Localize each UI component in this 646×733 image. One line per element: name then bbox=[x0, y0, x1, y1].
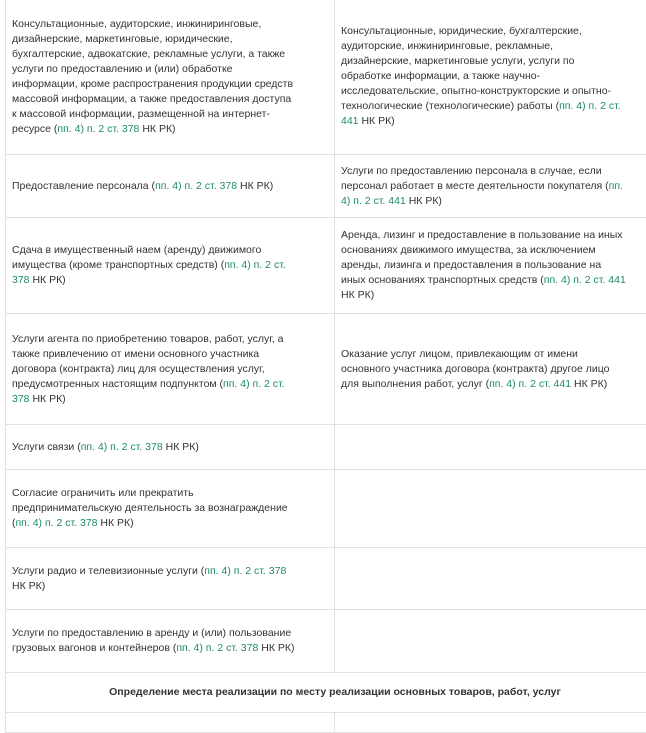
cell-text: Предоставление персонала ( bbox=[12, 180, 155, 192]
cell-text: Аренда, лизинг и предоставление в пользование на иных bbox=[341, 228, 646, 243]
table-row bbox=[6, 0, 646, 155]
table-cell bbox=[6, 470, 335, 548]
cell-text: к массовой информации, размещенной на интернет- bbox=[12, 107, 328, 122]
cell-text: ресурсе ( bbox=[12, 123, 57, 135]
law-reference-link[interactable]: пп. 4) п. 2 ст. 378 bbox=[155, 180, 237, 192]
cell-text: ( bbox=[12, 517, 16, 529]
cell-text: НК РК) bbox=[341, 289, 374, 301]
law-reference-link[interactable]: 378 bbox=[12, 274, 30, 286]
cell-text: Сдача в имущественный наем (аренду) движимого bbox=[12, 243, 328, 258]
cell-text: Услуги радио и телевизионные услуги ( bbox=[12, 565, 204, 577]
cell-text: технологические (технологические) работы ( bbox=[341, 100, 559, 112]
table-row bbox=[6, 218, 646, 314]
cell-text: НК РК) bbox=[30, 274, 66, 286]
table-cell bbox=[6, 548, 335, 610]
table-row bbox=[6, 610, 646, 673]
section-heading-row bbox=[6, 673, 646, 713]
table-cell bbox=[335, 314, 646, 425]
law-reference-link[interactable]: пп. 4) п. 2 ст. bbox=[559, 100, 621, 112]
table-row bbox=[6, 470, 646, 548]
law-reference-link[interactable]: 4) п. 2 ст. 441 bbox=[341, 195, 406, 207]
cell-text: основного участника договора (контракта) другое лицо bbox=[341, 362, 646, 377]
table-row bbox=[6, 425, 646, 470]
cell-text: для выполнения работ, услуг ( bbox=[341, 378, 489, 390]
cell-text: основаниях движимого имущества, за исключением bbox=[341, 243, 646, 258]
table-row bbox=[6, 713, 646, 733]
cell-text: также привлечению от имени основного участника bbox=[12, 347, 328, 362]
cell-text: Консультационные, аудиторские, инжиниринговые, bbox=[12, 17, 328, 32]
law-reference-link[interactable]: пп. 4) п. 2 ст. 378 bbox=[176, 642, 258, 654]
table-row bbox=[6, 155, 646, 218]
cell-text: грузовых вагонов и контейнеров ( bbox=[12, 642, 176, 654]
cell-text: Услуги по предоставлению в аренду и (или) пользование bbox=[12, 626, 328, 641]
table-cell-empty bbox=[335, 610, 646, 673]
cell-text: предусмотренных настоящим подпунктом ( bbox=[12, 378, 223, 390]
cell-text: иных основаниях транспортных средств ( bbox=[341, 274, 544, 286]
table-row bbox=[6, 548, 646, 610]
cell-text: аудиторские, инжиниринговые, рекламные, bbox=[341, 39, 646, 54]
law-reference-link[interactable]: пп. 4) п. 2 ст. 441 bbox=[489, 378, 571, 390]
cell-text: НК РК) bbox=[163, 441, 199, 453]
cell-text: Консультационные, юридические, бухгалтерские, bbox=[341, 24, 646, 39]
table-cell bbox=[6, 155, 335, 218]
cell-text: массовой информации, а также предоставления доступа bbox=[12, 92, 328, 107]
cell-text: обработке информации, а также научно- bbox=[341, 69, 646, 84]
cell-text: Согласие ограничить или прекратить bbox=[12, 486, 328, 501]
law-reference-link[interactable]: пп. 4) п. 2 ст. 378 bbox=[81, 441, 163, 453]
cell-text: Услуги агента по приобретению товаров, работ, услуг, а bbox=[12, 332, 328, 347]
cell-text: НК РК) bbox=[406, 195, 442, 207]
cell-text: бухгалтерские, адвокатские, рекламные услуги, а также bbox=[12, 47, 328, 62]
cell-text: договора (контракта) лиц для осуществления услуг, bbox=[12, 362, 328, 377]
table-cell-empty bbox=[335, 470, 646, 548]
cell-text: дизайнерские, маркетинговые услуги, услуги по bbox=[341, 54, 646, 69]
cell-text: предпринимательскую деятельность за вознаграждение bbox=[12, 501, 328, 516]
cell-text: аренды, лизинга и предоставления в пользование на bbox=[341, 258, 646, 273]
cell-text: Услуги связи ( bbox=[12, 441, 81, 453]
table-cell bbox=[6, 0, 335, 155]
table-cell bbox=[335, 218, 646, 314]
cell-text: НК РК) bbox=[571, 378, 607, 390]
table-cell bbox=[335, 155, 646, 218]
law-reference-link[interactable]: 441 bbox=[341, 115, 359, 127]
cell-text: имущества (кроме транспортных средств) ( bbox=[12, 259, 224, 271]
cell-text: информации, кроме распространения продукции средств bbox=[12, 77, 328, 92]
table-cell bbox=[6, 314, 335, 425]
law-reference-link[interactable]: пп. 4) п. 2 ст. 441 bbox=[544, 274, 626, 286]
cell-text: услуги по предоставлению и (или) обработке bbox=[12, 62, 328, 77]
cell-text: НК РК) bbox=[139, 123, 175, 135]
law-reference-link[interactable]: пп. 4) п. 2 ст. bbox=[223, 378, 285, 390]
cell-text: НК РК) bbox=[98, 517, 134, 529]
cell-text: Услуги по предоставлению персонала в случае, если bbox=[341, 164, 646, 179]
law-reference-link[interactable]: пп. 4) п. 2 ст. 378 bbox=[57, 123, 139, 135]
table-cell-empty bbox=[335, 713, 646, 733]
table-cell-empty bbox=[6, 713, 335, 733]
cell-text: НК РК) bbox=[258, 642, 294, 654]
law-reference-link[interactable]: пп. 4) п. 2 ст. 378 bbox=[204, 565, 286, 577]
table-row bbox=[6, 314, 646, 425]
table-cell bbox=[6, 218, 335, 314]
cell-text: Оказание услуг лицом, привлекающим от имени bbox=[341, 347, 646, 362]
cell-text: НК РК) bbox=[359, 115, 395, 127]
law-reference-link[interactable]: 378 bbox=[12, 393, 30, 405]
cell-text: персонал работает в месте деятельности покупателя ( bbox=[341, 180, 609, 192]
cell-text: НК РК) bbox=[237, 180, 273, 192]
table-cell bbox=[6, 610, 335, 673]
table-cell-empty bbox=[335, 425, 646, 470]
table-cell bbox=[335, 0, 646, 155]
cell-text: НК РК) bbox=[30, 393, 66, 405]
cell-text: НК РК) bbox=[12, 580, 45, 592]
law-reference-link[interactable]: пп. 4) п. 2 ст. bbox=[224, 259, 286, 271]
law-reference-link[interactable]: пп. bbox=[609, 180, 623, 192]
table-cell-empty bbox=[335, 548, 646, 610]
law-reference-link[interactable]: пп. 4) п. 2 ст. 378 bbox=[16, 517, 98, 529]
cell-text: дизайнерские, маркетинговые, юридические, bbox=[12, 32, 328, 47]
section-heading: Определение места реализации по месту реализации основных товаров, работ, услуг bbox=[6, 673, 646, 713]
cell-text: исследовательские, опытно-конструкторские и опытно- bbox=[341, 84, 646, 99]
tax-table bbox=[5, 0, 646, 733]
table-cell bbox=[6, 425, 335, 470]
